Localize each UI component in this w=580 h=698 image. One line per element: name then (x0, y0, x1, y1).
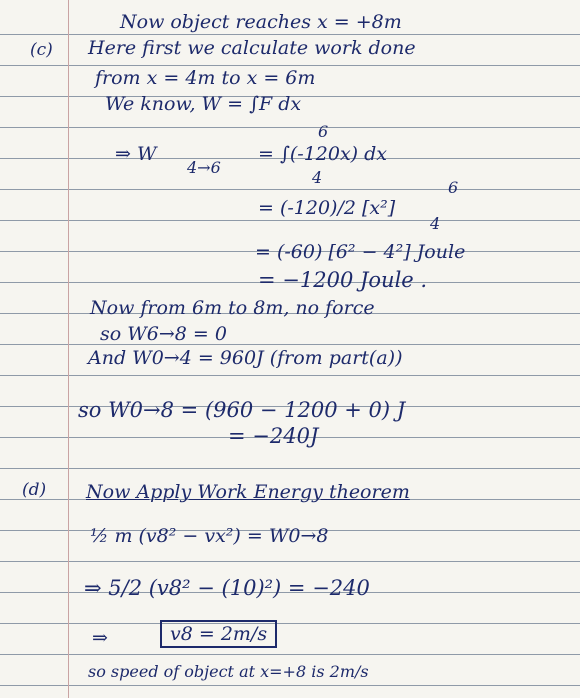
part-d-label: (d) (22, 480, 47, 500)
line-w-0-8: so W0→8 = (960 − 1200 + 0) J (78, 398, 406, 422)
line-evaluate: = (-120)/2 [x²] (258, 197, 396, 219)
arrow-implies: ⇒ (92, 627, 108, 649)
line-w-subscript: 4→6 (187, 158, 221, 177)
line-w-label: ⇒ W (115, 143, 157, 165)
line-integral: = ∫(-120x) dx (258, 143, 388, 165)
line-half-m-v: ½ m (v8² − vx²) = W0→8 (90, 525, 329, 547)
integral-lower-limit: 4 (312, 168, 323, 187)
line-substitute: ⇒ 5/2 (v8² − (10)²) = −240 (84, 576, 370, 600)
line-object-reaches: Now object reaches x = +8m (120, 11, 402, 33)
boxed-answer: v8 = 2m/s (160, 620, 277, 648)
line-result-1200: = −1200 Joule . (258, 268, 428, 292)
line-w-0-4: And W0→4 = 960J (from part(a)) (88, 347, 403, 369)
part-c-label: (c) (30, 40, 53, 60)
line-w-6-8: so W6→8 = 0 (100, 323, 227, 345)
line-conclusion: so speed of object at x=+8 is 2m/s (88, 662, 369, 681)
line-joule: = (-60) [6² − 4²] Joule (255, 241, 466, 263)
line-range: from x = 4m to x = 6m (95, 67, 316, 89)
line-work-energy-theorem: Now Apply Work Energy theorem (86, 481, 410, 503)
integral-upper-limit: 6 (318, 122, 329, 141)
line-no-force: Now from 6m to 8m, no force (90, 297, 375, 319)
line-we-know: We know, W = ∫F dx (105, 93, 302, 115)
margin-line (68, 0, 69, 698)
bracket-lower-limit: 4 (430, 214, 441, 233)
line-result-240: = −240J (228, 424, 319, 448)
line-calculate-work: Here first we calculate work done (88, 37, 416, 59)
bracket-upper-limit: 6 (448, 178, 459, 197)
